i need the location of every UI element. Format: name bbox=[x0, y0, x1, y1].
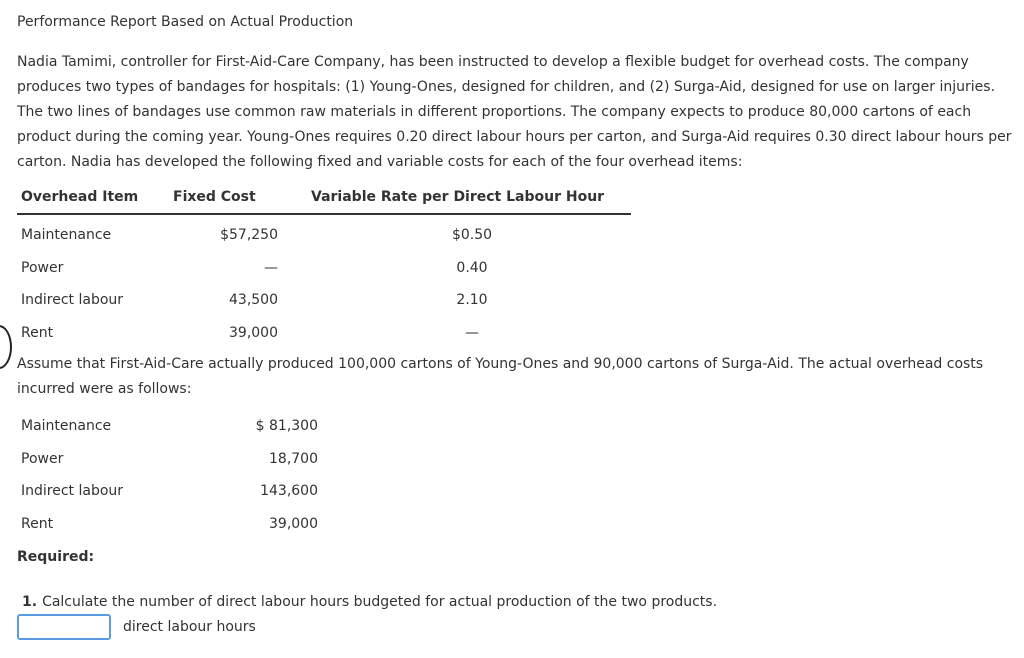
margin-bracket-mark bbox=[0, 325, 12, 369]
overhead-cost-table bbox=[17, 187, 631, 349]
table-row bbox=[17, 252, 631, 285]
page-title: Performance Report Based on Actual Production bbox=[17, 14, 354, 30]
answer-row bbox=[17, 614, 256, 640]
table-row bbox=[17, 284, 631, 317]
fixed-cost-cell: 43,500 bbox=[229, 292, 278, 309]
actual-item-cell: Rent bbox=[21, 516, 54, 533]
assumption-paragraph: Assume that First-Aid-Care actually produced 100,000 cartons of Young-Ones and 90,000 cartons of Surga-Aid. The actual overhead costs incurred were as follows: bbox=[17, 356, 984, 397]
fixed-cost-cell: 39,000 bbox=[229, 325, 278, 342]
actual-costs-table bbox=[17, 410, 318, 540]
actual-item-cell: Power bbox=[21, 450, 64, 467]
actual-amount-cell: 18,700 bbox=[269, 450, 318, 467]
question-text: Calculate the number of direct labour hours budgeted for actual production of the two products. bbox=[42, 594, 718, 610]
header-fixed-cost: Fixed Cost bbox=[169, 187, 293, 214]
fixed-cost-cell: — bbox=[264, 259, 278, 276]
actual-amount-cell: $ 81,300 bbox=[255, 418, 318, 435]
variable-rate-cell: 2.10 bbox=[456, 292, 488, 309]
actual-item-cell: Indirect labour bbox=[21, 483, 124, 500]
table-header-row bbox=[17, 187, 631, 214]
answer-unit-label: direct labour hours bbox=[123, 619, 256, 635]
table-row bbox=[17, 443, 318, 476]
actual-item-cell: Maintenance bbox=[21, 418, 112, 435]
table-row bbox=[17, 508, 318, 541]
variable-rate-cell: — bbox=[465, 325, 479, 342]
variable-rate-cell: 0.40 bbox=[456, 259, 488, 276]
variable-rate-cell: $0.50 bbox=[451, 227, 493, 244]
header-variable-rate: Variable Rate per Direct Labour Hour bbox=[293, 187, 631, 214]
actual-amount-cell: 143,600 bbox=[260, 483, 318, 500]
overhead-item-cell: Power bbox=[21, 259, 64, 276]
overhead-item-cell: Maintenance bbox=[21, 227, 112, 244]
required-heading: Required: bbox=[17, 549, 95, 565]
table-row bbox=[17, 317, 631, 350]
direct-labour-hours-input[interactable] bbox=[17, 614, 111, 640]
question-1 bbox=[22, 594, 717, 610]
intro-paragraph: Nadia Tamimi, controller for First-Aid-Care Company, has been instructed to develop a flexible budget for overhead costs. The company produces two types of bandages for hospitals: (1) Young-Ones, designed for children, and (2) Surga-Aid, designed for use on larger injuries. The two lines of bandages use common raw materials in different proportions. The company expects to produce 80,000 cartons of each product during the coming year. Young-Ones requires 0.20 direct labour hours per carton, and Surga-Aid requires 0.30 direct labour hours per carton. Nadia has developed the following fixed and variable costs for each of the four overhead items: bbox=[17, 54, 1012, 170]
actual-amount-cell: 39,000 bbox=[269, 516, 318, 533]
table-row bbox=[17, 475, 318, 508]
table-row bbox=[17, 214, 631, 252]
overhead-item-cell: Indirect labour bbox=[21, 292, 124, 309]
header-overhead-item: Overhead Item bbox=[17, 187, 169, 214]
table-row bbox=[17, 410, 318, 443]
fixed-cost-cell: $57,250 bbox=[220, 227, 278, 244]
overhead-item-cell: Rent bbox=[21, 325, 54, 342]
question-number: 1. bbox=[22, 594, 38, 610]
